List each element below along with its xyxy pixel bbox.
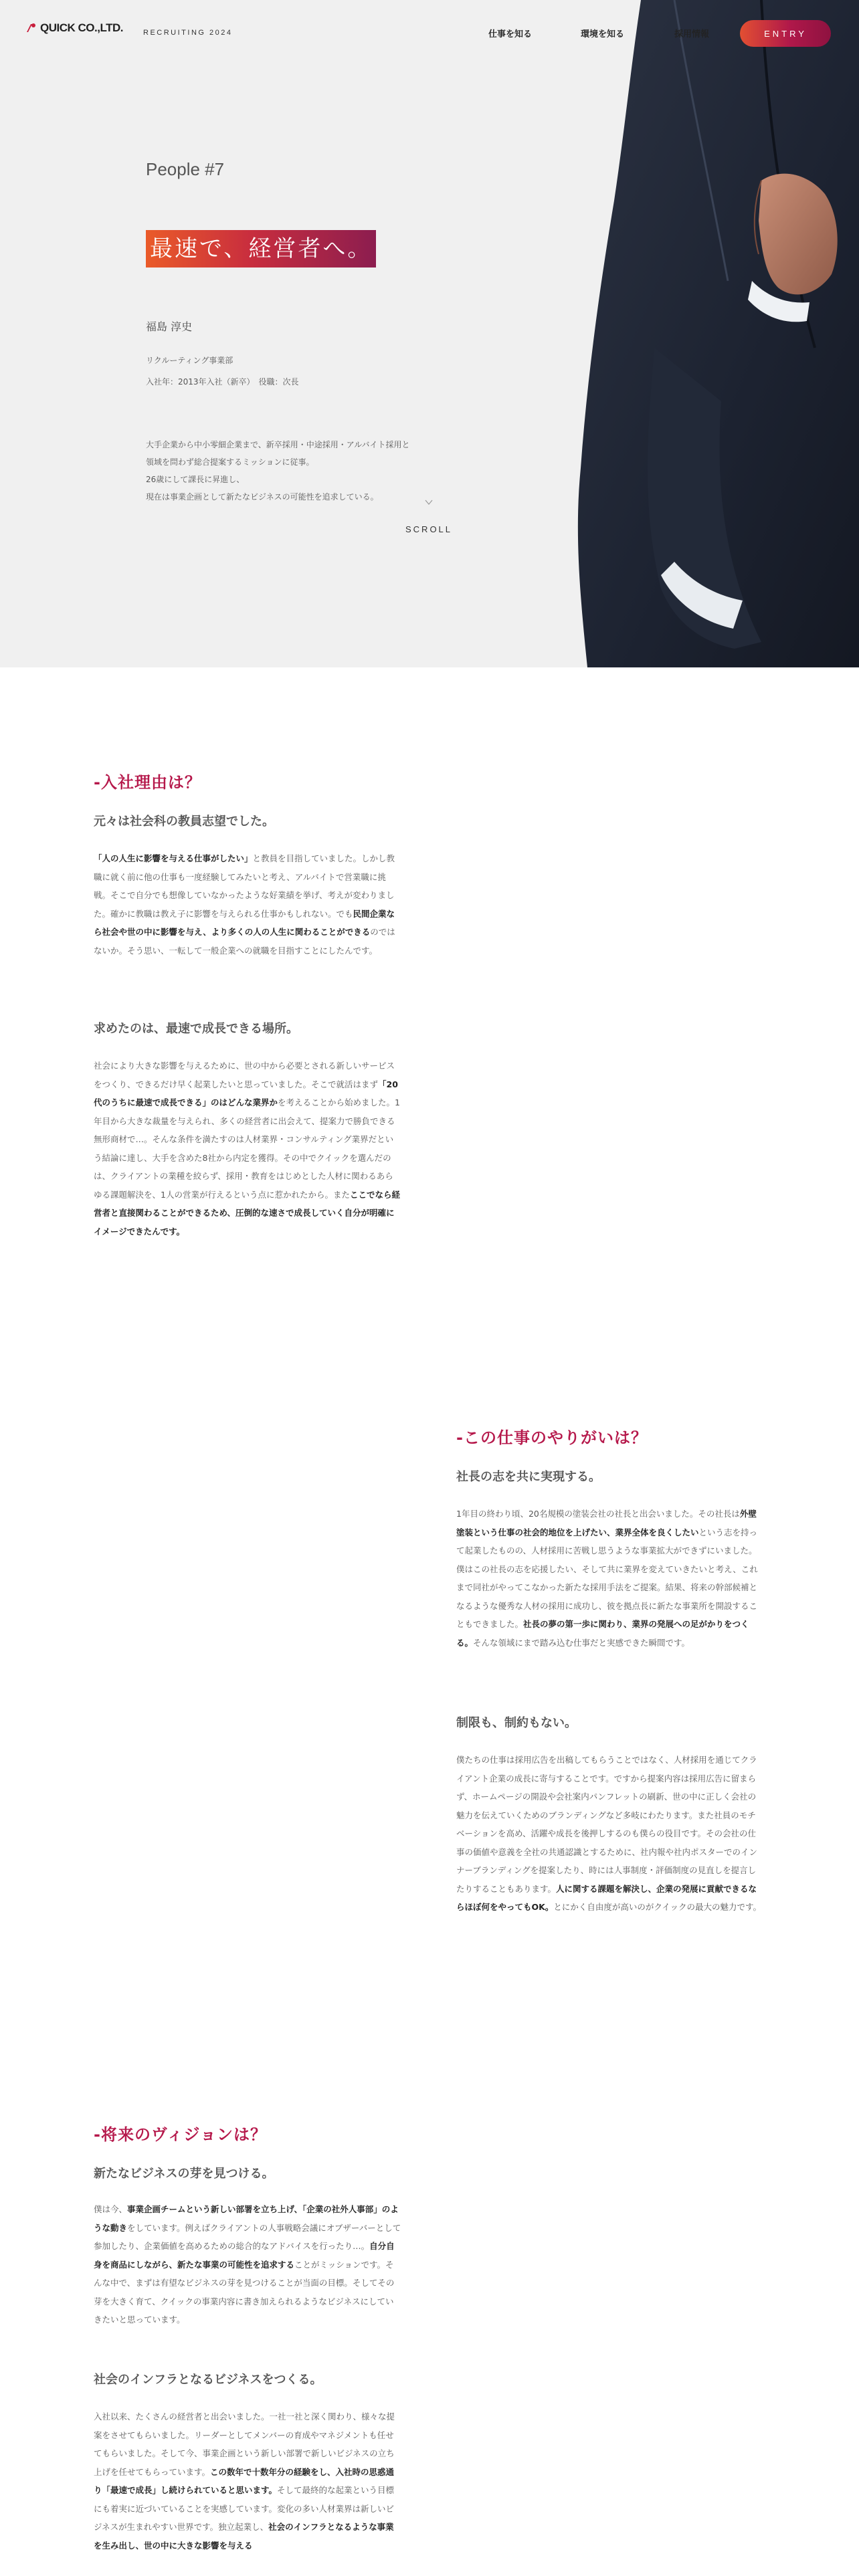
body-text: そして最終的な起業という目標にも着実に近づいていることを実感しています。変化の多い人材業界は新しいビジネスが生まれやすい世界です。独立起業し、 — [94, 2485, 395, 2532]
hero-description-line: 大手企業から中小零細企業まで、新卒採用・中途採用・アルバイト採用と — [146, 440, 410, 449]
emphasis-text: 社会のインフラとなるような事業を生み出し、世の中に大きな影響を与える — [94, 2522, 394, 2551]
emphasis-text: 民間企業なら社会や世の中に影響を与え、より多くの人の人生に関わることができる — [94, 908, 395, 937]
scroll-indicator[interactable]: SCROLL — [405, 524, 453, 534]
body-text: 入社以来、たくさんの経営者と出会いました。一社一社と深く関わり、様々な提案をさせてもらいました。リーダーとしてメンバーの育成やマネジメントも任せてもらいました。そして今、事業企画という新しい部署で新しいビジネスの立ち上げを任せてもらっています。 — [94, 2411, 395, 2477]
subheading: 元々は社会科の教員志望でした。 — [94, 815, 274, 829]
hero-description-line: 26歳にして課長に昇進し、 — [146, 475, 245, 484]
hero-photo — [561, 0, 859, 667]
site-header — [0, 0, 859, 67]
hero-catchphrase: 最速で、経営者へ。 — [146, 230, 376, 267]
body-text: そんな領域にまで踏み込む仕事だと実感できた瞬間です。 — [473, 1637, 690, 1648]
body-text: 社会により大きな影響を与えるために、世の中から必要とされる新しいサービスをつくり、できるだけ早く起業したいと思っていました。そこで就活はまず — [94, 1061, 395, 1089]
people-number: People #7 — [146, 159, 225, 179]
logo-mark-icon — [25, 22, 37, 34]
body-text: とにかく自由度が高いのがクイックの最大の魅力です。 — [553, 1902, 761, 1912]
nav-environment[interactable]: 環境を知る — [581, 29, 625, 39]
company-logo[interactable] — [25, 21, 123, 35]
person-department: リクルーティング事業部 — [146, 356, 233, 365]
nav-work[interactable]: 仕事を知る — [488, 29, 533, 39]
emphasis-text: 社長の夢の第一歩に関わり、業界の発展への足がかりをつくる。 — [456, 1619, 749, 1648]
body-paragraph — [94, 2200, 401, 2329]
recruiting-label: RECRUITING 2024 — [143, 29, 233, 37]
body-text: 僕たちの仕事は採用広告を出稿してもらうことではなく、人材採用を通じてクライアント企業の成長に寄与することです。ですから提案内容は採用広告に留まらず、ホームページの開設や会社案内パンフレットの刷新、世の中に正しく会社の魅力を伝えていくためのブランディングなど多岐にわたります。また社員のモチベーションを高め、活躍や成長を後押しするのも僕らの役目です。その会社の仕事の価値や意義を全社の共通認識とするために、社内報や社内ポスターでのインナーブランディングを提案したり、時には人事制度・評価制度の見直しを提言したりすることもあります。 — [456, 1755, 758, 1894]
body-text: という志を持って起業したものの、人材採用に苦戦し思うような事業拡大ができずにいました。僕はこの社長の志を応援したい、そして共に業界を変えていきたいと考え、これまで同社がやってこなかった新たな採用手法をご提案。結果、将来の幹部候補となるような優秀な人材の採用に成功し、彼を拠点長に新たな事業所を開設することもできました。 — [456, 1527, 758, 1629]
body-text: 僕は今、 — [94, 2204, 128, 2214]
hero-section — [0, 0, 859, 667]
section-heading-rewarding: -この仕事のやりがいは？ — [456, 1428, 648, 1447]
person-name: 福島 淳史 — [146, 320, 193, 333]
body-text: をしています。例えばクライアントの人事戦略会議にオブザーバーとして参加したり、企業価値を高めるための総合的なアドバイスを行ったり…。 — [94, 2222, 401, 2251]
hero-description-line: 領域を問わず総合提案するミッションに従事。 — [146, 457, 314, 467]
body-paragraph — [456, 1505, 764, 1652]
section-heading-reason: -入社理由は？ — [94, 773, 201, 792]
entry-button[interactable]: ENTRY — [740, 20, 831, 47]
body-text: 1年目の終わり頃、20名規模の塗装会社の社長と出会いました。その社長は — [456, 1509, 740, 1519]
body-text: を考えることから始めました。1年目から大きな裁量を与えられ、多くの経営者に出会えて、提案力で勝負できる無形商材で…。そんな条件を満たすのは人材業界・コンサルティング業界だという結論に達し、大手を含めた8社から内定を獲得。その中でクイックを選んだのは、クライアントの業種を絞らず、採用・教育をはじめとした人材に関わるあらゆる課題解決を、1人の営業が行えるという点に惹かれたから。また — [94, 1097, 400, 1200]
subheading: 新たなビジネスの芽を見つける。 — [94, 2167, 274, 2181]
hero-description-line: 現在は事業企画として新たなビジネスの可能性を追求している。 — [146, 492, 379, 502]
emphasis-text: 人に関する課題を解決し、企業の発展に貢献できるならほぼ何をやってもOK。 — [456, 1883, 757, 1912]
subheading: 求めたのは、最速で成長できる場所。 — [94, 1022, 298, 1036]
emphasis-text: 事業企画チームという新しい部署を立ち上げ、「企業の社外人事部」のような動き — [94, 2204, 399, 2233]
body-text: のではないか。そう思い、一転して一般企業への就職を目指すことにしたんです。 — [94, 927, 395, 956]
emphasis-text: 外壁塗装という仕事の社会的地位を上げたい、業界全体を良くしたい — [456, 1509, 757, 1537]
subheading: 制限も、制約もない。 — [456, 1716, 577, 1730]
body-paragraph — [94, 2407, 401, 2555]
emphasis-text: 「20代のうちに最速で成長できる」のはどんな業界か — [94, 1079, 398, 1107]
subheading: 社会のインフラとなるビジネスをつくる。 — [94, 2373, 322, 2387]
body-text: ことがミッションです。そんな中で、まずは有望なビジネスの芽を見つけることが当面の目標。そしてその芽を大きく育て、クイックの事業内容に書き加えられるようなビジネスにしていきたいと思っています。 — [94, 2259, 395, 2325]
nav-recruitment[interactable]: 採用情報 — [674, 29, 710, 39]
hero-description — [146, 436, 460, 506]
section-heading-vision: -将来のヴィジョンは？ — [94, 2125, 268, 2144]
body-paragraph — [456, 1751, 764, 1917]
emphasis-text: 自分自身を商品にしながら、新たな事業の可能性を追求する — [94, 2241, 395, 2270]
chevron-down-icon[interactable] — [424, 498, 434, 507]
emphasis-text: 「人の人生に影響を与える仕事がしたい」 — [94, 853, 253, 863]
person-joined-year: 入社年：2013年入社（新卒） 役職：次長 — [146, 377, 299, 387]
emphasis-text: ここでなら経営者と直接関わることができるため、圧倒的な速さで成長していく自分が明確にイメージできたんです。 — [94, 1189, 400, 1237]
body-paragraph — [94, 1057, 401, 1241]
subheading: 社長の志を共に実現する。 — [456, 1470, 601, 1484]
logo-text: QUICK CO.,LTD. — [40, 21, 123, 34]
emphasis-text: この数年で十数年分の経験をし、入社時の思惑通り「最速で成長」し続けられていると思います。 — [94, 2466, 395, 2495]
body-text: と教員を目指していました。しかし教職に就く前に他の仕事も一度経験してみたいと考え、アルバイトで営業職に挑戦。そこで自分でも想像していなかったような好業績を挙げ、考えが変わりました。確かに教職は教え子に影響を与えられる仕事かもしれない。でも — [94, 853, 395, 919]
body-paragraph — [94, 849, 401, 960]
